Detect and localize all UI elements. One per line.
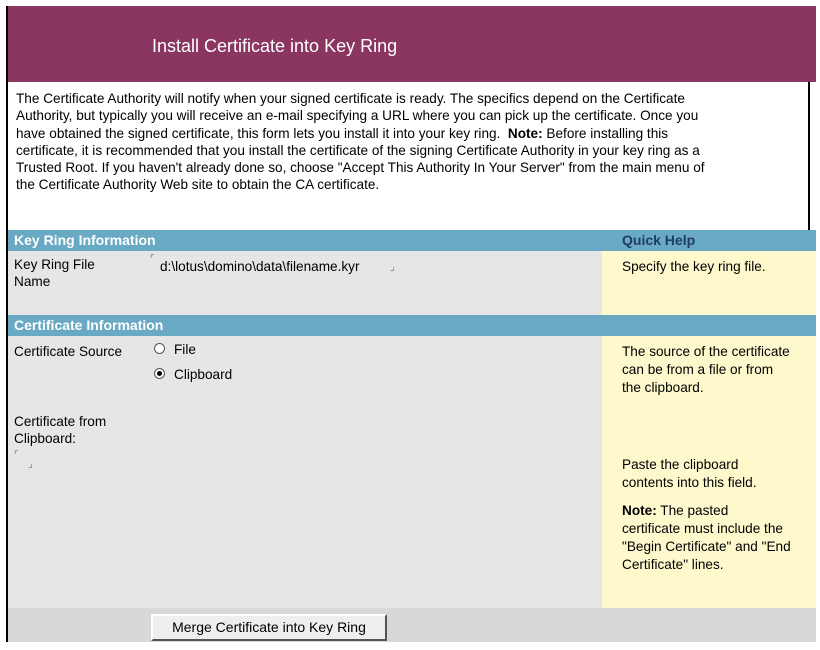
merge-certificate-button[interactable]: Merge Certificate into Key Ring	[151, 614, 387, 641]
label-line: Clipboard:	[14, 431, 76, 446]
clipboard-field-label	[14, 413, 106, 447]
key-ring-section-header: Key Ring Information	[8, 230, 602, 251]
intro-line: Authority, but typically you will receive an e-mail specifying a URL where you can pick up the certificate. Once you	[16, 108, 699, 124]
radio-clipboard[interactable]	[154, 368, 165, 379]
form-container	[8, 6, 818, 642]
title-bar	[8, 6, 816, 82]
help-line: "Begin Certificate" and "End	[622, 539, 791, 554]
intro-line	[16, 125, 806, 142]
certificate-source-label: Certificate Source	[14, 344, 123, 359]
intro-note-label: Note:	[507, 125, 543, 141]
intro-line: The Certificate Authority will notify when your signed certificate is ready. The specifics depend on the Certificate	[16, 91, 685, 106]
key-ring-help-text: Specify the key ring file.	[622, 259, 766, 274]
intro-line-part: Before installing this	[542, 125, 669, 141]
help-line: certificate must include the	[622, 521, 783, 536]
key-ring-file-input[interactable]: d:\lotus\domino\data\filename.kyr	[160, 259, 360, 274]
field-start-marker-icon: ⌜	[150, 254, 155, 265]
form-footer	[8, 608, 816, 642]
intro-line: the Certificate Authority Web site to obtain the CA certificate.	[16, 177, 380, 193]
label-line: Name	[14, 274, 51, 289]
help-line: The source of the certificate	[622, 344, 790, 359]
help-line: Paste the clipboard	[622, 457, 739, 472]
page-title: Install Certificate into Key Ring	[152, 36, 398, 56]
field-end-marker-icon: ⌟	[28, 459, 33, 470]
clipboard-help	[622, 456, 814, 492]
intro-line-part: have obtained the signed certificate, this form lets you install it into your key ring.	[16, 125, 501, 141]
intro-text	[16, 90, 806, 194]
help-line	[622, 502, 814, 520]
help-line: can be from a file or from	[622, 362, 774, 377]
intro-line: certificate, it is recommended that you install the certificate of the signing Certificate Authority in your key ring as a	[16, 142, 700, 158]
radio-clipboard-label[interactable]: Clipboard	[174, 367, 233, 382]
help-line: the clipboard.	[622, 380, 704, 395]
help-line: contents into this field.	[622, 475, 757, 490]
clipboard-note-help	[622, 502, 814, 574]
radio-file-label[interactable]: File	[174, 342, 196, 357]
certificate-source-help	[622, 343, 814, 397]
intro-line: Trusted Root. If you haven't already done so, choose "Accept This Authority In Your Server" from the main menu of	[16, 160, 705, 176]
help-line-part: The pasted	[656, 503, 729, 518]
certificate-section-header: Certificate Information	[8, 315, 602, 336]
help-note-label: Note:	[622, 503, 657, 518]
field-end-marker-icon: ⌟	[390, 262, 395, 273]
certificate-form-area	[8, 336, 602, 608]
radio-file[interactable]	[154, 343, 165, 354]
label-line: Key Ring File	[14, 257, 95, 272]
key-ring-file-label	[14, 256, 95, 290]
field-start-marker-icon: ⌜	[14, 450, 19, 461]
help-line: Certificate" lines.	[622, 557, 724, 572]
quick-help-header: Quick Help	[602, 230, 816, 251]
label-line: Certificate from	[14, 414, 107, 429]
certificate-help-header	[602, 315, 816, 336]
